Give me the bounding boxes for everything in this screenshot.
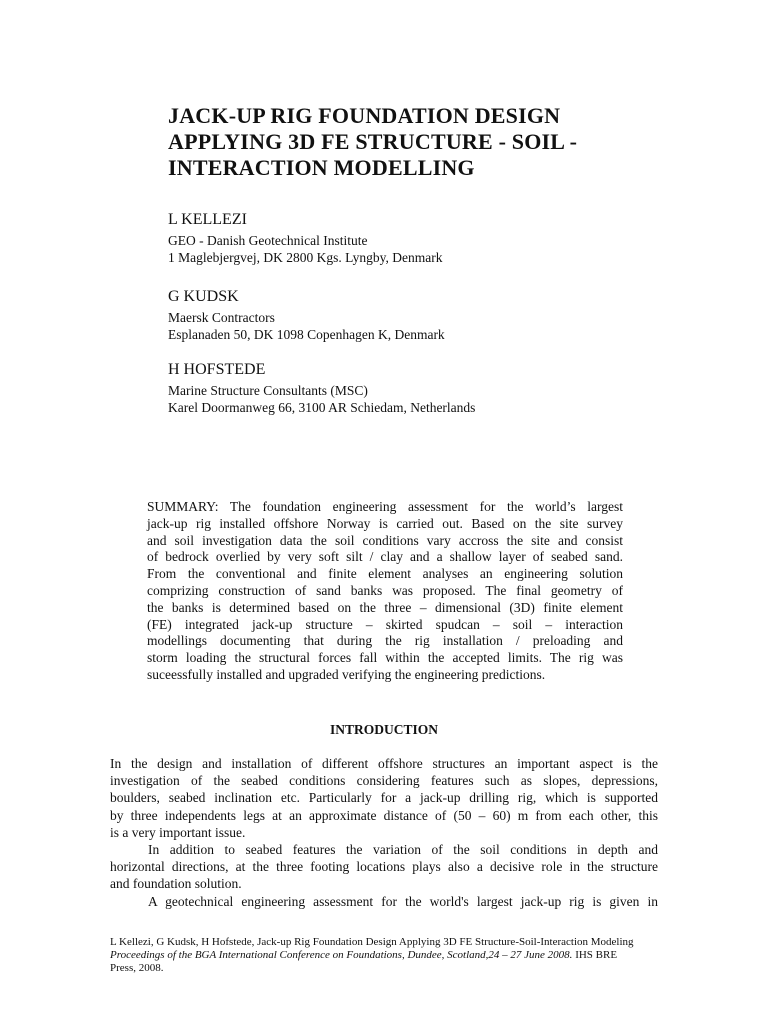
footer-proceedings-italic: Proceedings of the BGA International Conference on Foundations, Dundee, Scotland,24 – 27 June 2008. bbox=[110, 949, 573, 961]
summary-line: jack-up rig installed offshore Norway is carried out. Based on the site survey bbox=[147, 515, 623, 531]
citation-footer bbox=[110, 936, 660, 975]
summary-line: storm loading the structural forces fall within the accepted limits. The rig was bbox=[147, 650, 623, 666]
body-line: investigation of the seabed conditions considering features such as slopes, depressions, bbox=[110, 773, 658, 789]
body-line: horizontal directions, at the three footing locations plays also a decisive role in the structure bbox=[110, 859, 658, 875]
author-affiliation: Maersk Contractors bbox=[168, 310, 275, 325]
summary-abstract bbox=[147, 499, 623, 684]
body-line: In the design and installation of different offshore structures an important aspect is the bbox=[110, 756, 658, 771]
author-affiliation: GEO - Danish Geotechnical Institute bbox=[168, 233, 368, 248]
footer-press-line: Press, 2008. bbox=[110, 962, 164, 974]
summary-line: From the conventional and finite element analyses an engineering solution bbox=[147, 566, 623, 582]
introduction-body bbox=[110, 755, 658, 910]
body-line: by three independents legs at an approximate distance of (50 – 60) m from each other, this bbox=[110, 807, 658, 823]
author-block bbox=[168, 287, 728, 343]
footer-proceedings-line bbox=[110, 949, 660, 962]
title-line: INTERACTION MODELLING bbox=[168, 155, 475, 180]
author-address: 1 Maglebjergvej, DK 2800 Kgs. Lyngby, Denmark bbox=[168, 250, 443, 265]
author-address: Karel Doormanweg 66, 3100 AR Schiedam, Netherlands bbox=[168, 400, 476, 415]
body-line: In addition to seabed features the variation of the soil conditions in depth and bbox=[148, 842, 658, 858]
author-name: L KELLEZI bbox=[168, 211, 247, 228]
summary-line: (FE) integrated jack-up structure – skirted spudcan – soil – interaction bbox=[147, 616, 623, 632]
summary-line: of bedrock overlied by very soft silt / clay and a shallow layer of seabed sand. bbox=[147, 549, 623, 565]
author-block bbox=[168, 360, 728, 416]
author-affiliation: Marine Structure Consultants (MSC) bbox=[168, 383, 368, 398]
body-line: boulders, seabed inclination etc. Particularly for a jack-up drilling rig, which is supported bbox=[110, 790, 658, 806]
paper-title bbox=[168, 103, 728, 181]
summary-line: modellings documenting that during the rig installation / preloading and bbox=[147, 633, 623, 649]
summary-line: and soil investigation data the soil conditions vary accross the site and consist bbox=[147, 532, 623, 548]
author-name: G KUDSK bbox=[168, 288, 239, 305]
title-line: JACK-UP RIG FOUNDATION DESIGN bbox=[168, 103, 561, 128]
summary-line: SUMMARY: The foundation engineering assessment for the world’s largest bbox=[147, 499, 623, 514]
body-line: A geotechnical engineering assessment for the world's largest jack-up rig is given in bbox=[148, 893, 658, 909]
title-line: APPLYING 3D FE STRUCTURE - SOIL - bbox=[168, 129, 578, 154]
footer-citation-line: L Kellezi, G Kudsk, H Hofstede, Jack-up Rig Foundation Design Applying 3D FE Structure-Soil-Interaction Modeling bbox=[110, 936, 634, 948]
summary-line: suceessfully installed and upgraded verifying the engineering predictions. bbox=[147, 666, 546, 682]
author-name: H HOFSTEDE bbox=[168, 361, 266, 378]
summary-line: comprizing construction of sand banks was proposed. The final geometry of bbox=[147, 582, 623, 598]
footer-publisher: IHS BRE bbox=[572, 949, 618, 961]
section-heading-introduction: INTRODUCTION bbox=[329, 722, 438, 737]
author-block bbox=[168, 210, 728, 266]
summary-line: the banks is determined based on the three – dimensional (3D) finite element bbox=[147, 599, 623, 615]
body-line: is a very important issue. bbox=[110, 824, 246, 840]
author-address: Esplanaden 50, DK 1098 Copenhagen K, Denmark bbox=[168, 327, 445, 342]
body-line: and foundation solution. bbox=[110, 876, 242, 892]
